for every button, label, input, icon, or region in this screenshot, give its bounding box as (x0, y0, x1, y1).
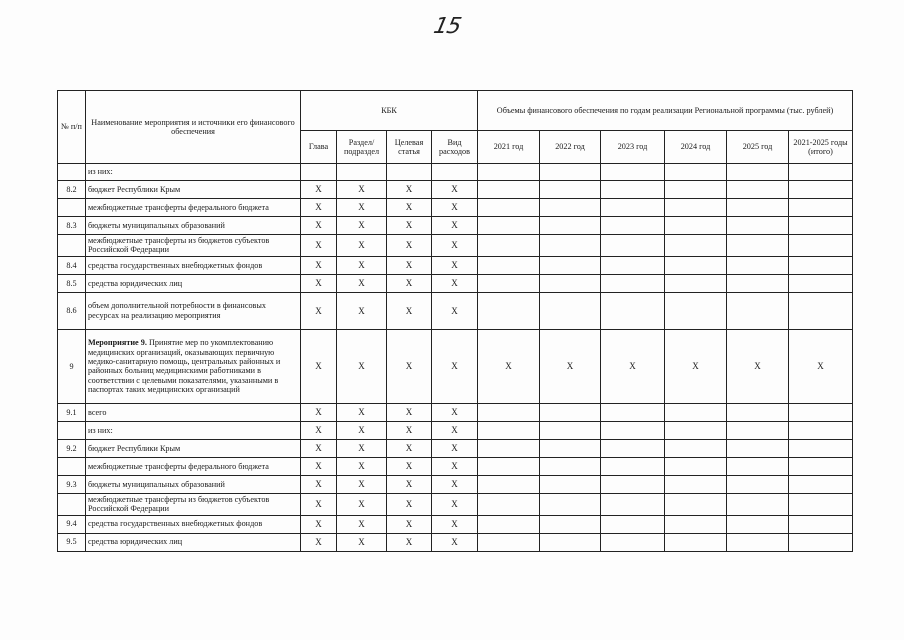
year-cell (665, 274, 727, 292)
year-cell (601, 235, 665, 257)
row-number: 8.4 (58, 256, 86, 274)
year-cell (601, 421, 665, 439)
header-kbk-vid: Вид расходов (432, 131, 478, 164)
year-cell (540, 403, 601, 421)
row-number (58, 199, 86, 217)
table-row (58, 164, 853, 181)
kbk-cell: X (387, 235, 432, 257)
year-cell (478, 256, 540, 274)
year-cell (789, 274, 853, 292)
year-cell (601, 274, 665, 292)
row-number: 8.3 (58, 217, 86, 235)
row-number: 8.6 (58, 292, 86, 329)
table-row (58, 439, 853, 457)
row-name: объем дополнительной потребности в финансовых ресурсах на реализацию мероприятия (86, 292, 301, 329)
header-year-2023: 2023 год (601, 131, 665, 164)
kbk-cell: X (337, 493, 387, 515)
year-cell (789, 515, 853, 533)
row-number (58, 164, 86, 181)
year-cell (665, 292, 727, 329)
table-row (58, 256, 853, 274)
year-cell (665, 533, 727, 551)
kbk-cell: X (301, 217, 337, 235)
year-cell (727, 421, 789, 439)
measure-text: Принятие мер по укомплектованию медицинских организаций, оказывающих первичную медико-санитарную помощь, центральных районных и районных больниц медицинскими работниками в соответствии с целевыми показателями, указанными в паспортах таких медицинских организаций (88, 338, 281, 395)
year-cell (789, 533, 853, 551)
year-cell (478, 235, 540, 257)
table-row (58, 403, 853, 421)
kbk-cell: X (301, 475, 337, 493)
year-cell (727, 475, 789, 493)
kbk-cell: X (337, 199, 387, 217)
year-cell (789, 164, 853, 181)
year-cell (789, 475, 853, 493)
year-cell (789, 217, 853, 235)
kbk-cell: X (387, 475, 432, 493)
year-cell (601, 403, 665, 421)
row-name: межбюджетные трансферты из бюджетов субъектов Российской Федерации (86, 235, 301, 257)
kbk-cell: X (301, 515, 337, 533)
kbk-cell: X (432, 533, 478, 551)
year-cell (540, 475, 601, 493)
kbk-cell: X (301, 235, 337, 257)
kbk-cell: X (432, 274, 478, 292)
kbk-cell: X (432, 439, 478, 457)
measure-label: Мероприятие 9. (88, 338, 147, 348)
kbk-cell: X (301, 274, 337, 292)
year-cell (478, 439, 540, 457)
kbk-cell: X (337, 274, 387, 292)
year-cell (540, 199, 601, 217)
header-year-total: 2021-2025 годы (итого) (789, 131, 853, 164)
kbk-cell: X (387, 515, 432, 533)
kbk-cell: X (387, 217, 432, 235)
year-cell (478, 403, 540, 421)
kbk-cell: X (432, 475, 478, 493)
year-cell (540, 457, 601, 475)
row-number: 9.3 (58, 475, 86, 493)
kbk-cell: X (432, 199, 478, 217)
year-cell (727, 439, 789, 457)
year-cell (789, 403, 853, 421)
row-number (58, 457, 86, 475)
header-kbk-glava: Глава (301, 131, 337, 164)
year-cell (478, 533, 540, 551)
year-cell (665, 493, 727, 515)
year-cell (789, 235, 853, 257)
year-cell (789, 181, 853, 199)
header-year-2021: 2021 год (478, 131, 540, 164)
year-cell (540, 533, 601, 551)
row-number (58, 421, 86, 439)
year-cell (601, 217, 665, 235)
year-cell (665, 217, 727, 235)
year-cell (601, 256, 665, 274)
kbk-cell: X (301, 329, 337, 403)
header-year-2024: 2024 год (665, 131, 727, 164)
kbk-cell: X (337, 533, 387, 551)
kbk-cell: X (387, 274, 432, 292)
row-name: бюджет Республики Крым (86, 181, 301, 199)
kbk-cell: X (337, 515, 387, 533)
year-cell (727, 493, 789, 515)
year-cell (601, 199, 665, 217)
year-cell (478, 475, 540, 493)
year-cell (727, 292, 789, 329)
year-cell (727, 217, 789, 235)
year-cell (540, 235, 601, 257)
row-number: 9 (58, 329, 86, 403)
row-number: 9.5 (58, 533, 86, 551)
row-name: бюджеты муниципальных образований (86, 217, 301, 235)
year-cell (540, 292, 601, 329)
year-cell (601, 164, 665, 181)
year-cell (665, 439, 727, 457)
kbk-cell: X (301, 403, 337, 421)
kbk-cell: X (301, 292, 337, 329)
kbk-cell: X (337, 403, 387, 421)
table-row (58, 515, 853, 533)
table-row (58, 493, 853, 515)
year-cell (601, 475, 665, 493)
year-cell (540, 421, 601, 439)
row-number: 8.2 (58, 181, 86, 199)
year-cell (727, 457, 789, 475)
table-row (58, 217, 853, 235)
year-cell (789, 256, 853, 274)
table-row (58, 199, 853, 217)
row-name: межбюджетные трансферты федерального бюджета (86, 457, 301, 475)
table-row (58, 329, 853, 403)
header-num: № п/п (58, 91, 86, 164)
table-row (58, 274, 853, 292)
kbk-cell: X (387, 457, 432, 475)
year-cell (478, 457, 540, 475)
year-cell (478, 515, 540, 533)
year-cell: X (540, 329, 601, 403)
kbk-cell: X (387, 329, 432, 403)
year-cell (727, 235, 789, 257)
year-cell (789, 292, 853, 329)
year-cell (540, 181, 601, 199)
year-cell: X (601, 329, 665, 403)
year-cell (601, 533, 665, 551)
year-cell (789, 199, 853, 217)
kbk-cell: X (387, 292, 432, 329)
row-name: средства государственных внебюджетных фондов (86, 515, 301, 533)
year-cell (540, 274, 601, 292)
table-row (58, 235, 853, 257)
header-kbk-statya: Целевая статья (387, 131, 432, 164)
year-cell (540, 439, 601, 457)
kbk-cell: X (387, 421, 432, 439)
year-cell (665, 403, 727, 421)
table-row (58, 533, 853, 551)
page-number: 15 (431, 14, 463, 39)
kbk-cell (432, 164, 478, 181)
table-row (58, 457, 853, 475)
year-cell (727, 274, 789, 292)
kbk-cell: X (301, 533, 337, 551)
kbk-cell: X (337, 439, 387, 457)
year-cell (727, 199, 789, 217)
row-number (58, 493, 86, 515)
year-cell (665, 181, 727, 199)
row-name: межбюджетные трансферты из бюджетов субъектов Российской Федерации (86, 493, 301, 515)
kbk-cell: X (387, 256, 432, 274)
year-cell (540, 493, 601, 515)
kbk-cell (337, 164, 387, 181)
year-cell (665, 421, 727, 439)
kbk-cell: X (301, 457, 337, 475)
row-name: всего (86, 403, 301, 421)
year-cell (665, 515, 727, 533)
kbk-cell: X (337, 292, 387, 329)
header-name: Наименование мероприятия и источники его финансового обеспечения (86, 91, 301, 164)
table-row (58, 475, 853, 493)
kbk-cell: X (432, 256, 478, 274)
year-cell (665, 235, 727, 257)
kbk-cell: X (432, 235, 478, 257)
year-cell (727, 403, 789, 421)
year-cell (727, 256, 789, 274)
year-cell (478, 164, 540, 181)
row-name: из них: (86, 164, 301, 181)
year-cell (665, 256, 727, 274)
year-cell (540, 515, 601, 533)
kbk-cell (301, 164, 337, 181)
year-cell (478, 274, 540, 292)
kbk-cell: X (387, 403, 432, 421)
year-cell (727, 533, 789, 551)
year-cell (789, 493, 853, 515)
year-cell (478, 217, 540, 235)
year-cell (601, 515, 665, 533)
row-name: средства юридических лиц (86, 274, 301, 292)
year-cell (478, 292, 540, 329)
kbk-cell: X (337, 421, 387, 439)
row-name: из них: (86, 421, 301, 439)
kbk-cell: X (432, 181, 478, 199)
table-row (58, 421, 853, 439)
table-row (58, 181, 853, 199)
row-name: межбюджетные трансферты федерального бюджета (86, 199, 301, 217)
year-cell (540, 256, 601, 274)
year-cell (727, 181, 789, 199)
kbk-cell: X (337, 475, 387, 493)
kbk-cell: X (301, 199, 337, 217)
year-cell (478, 181, 540, 199)
year-cell (601, 457, 665, 475)
year-cell (665, 457, 727, 475)
kbk-cell: X (387, 493, 432, 515)
year-cell (789, 439, 853, 457)
kbk-cell: X (337, 217, 387, 235)
kbk-cell: X (301, 256, 337, 274)
year-cell (540, 164, 601, 181)
kbk-cell: X (301, 493, 337, 515)
year-cell (665, 199, 727, 217)
year-cell (540, 217, 601, 235)
row-name: средства государственных внебюджетных фондов (86, 256, 301, 274)
row-number (58, 235, 86, 257)
row-number: 9.2 (58, 439, 86, 457)
row-name (86, 329, 301, 403)
kbk-cell: X (337, 329, 387, 403)
header-volumes: Объемы финансового обеспечения по годам реализации Региональной программы (тыс. рублей) (478, 91, 853, 131)
year-cell (478, 493, 540, 515)
kbk-cell: X (432, 292, 478, 329)
year-cell (789, 421, 853, 439)
kbk-cell: X (432, 515, 478, 533)
kbk-cell: X (432, 421, 478, 439)
kbk-cell: X (387, 199, 432, 217)
kbk-cell: X (432, 493, 478, 515)
year-cell (727, 515, 789, 533)
kbk-cell: X (387, 533, 432, 551)
kbk-cell: X (432, 403, 478, 421)
header-kbk: КБК (301, 91, 478, 131)
table-row (58, 292, 853, 329)
kbk-cell: X (301, 421, 337, 439)
kbk-cell: X (387, 181, 432, 199)
year-cell: X (478, 329, 540, 403)
kbk-cell: X (301, 439, 337, 457)
year-cell (478, 199, 540, 217)
year-cell (665, 164, 727, 181)
header-year-2025: 2025 год (727, 131, 789, 164)
kbk-cell: X (387, 439, 432, 457)
year-cell: X (665, 329, 727, 403)
year-cell (601, 493, 665, 515)
kbk-cell: X (337, 457, 387, 475)
year-cell: X (727, 329, 789, 403)
kbk-cell: X (432, 329, 478, 403)
year-cell (601, 181, 665, 199)
row-name: бюджет Республики Крым (86, 439, 301, 457)
row-name: бюджеты муниципальных образований (86, 475, 301, 493)
year-cell (601, 292, 665, 329)
kbk-cell: X (337, 181, 387, 199)
row-name: средства юридических лиц (86, 533, 301, 551)
row-number: 9.1 (58, 403, 86, 421)
kbk-cell: X (432, 457, 478, 475)
kbk-cell: X (301, 181, 337, 199)
year-cell (665, 475, 727, 493)
row-number: 9.4 (58, 515, 86, 533)
header-kbk-razdel: Раздел/ подраздел (337, 131, 387, 164)
year-cell (789, 457, 853, 475)
kbk-cell: X (337, 256, 387, 274)
financing-table (57, 90, 853, 552)
year-cell: X (789, 329, 853, 403)
year-cell (601, 439, 665, 457)
year-cell (478, 421, 540, 439)
kbk-cell (387, 164, 432, 181)
table-body (58, 164, 853, 552)
header-year-2022: 2022 год (540, 131, 601, 164)
kbk-cell: X (432, 217, 478, 235)
row-number: 8.5 (58, 274, 86, 292)
kbk-cell: X (337, 235, 387, 257)
year-cell (727, 164, 789, 181)
